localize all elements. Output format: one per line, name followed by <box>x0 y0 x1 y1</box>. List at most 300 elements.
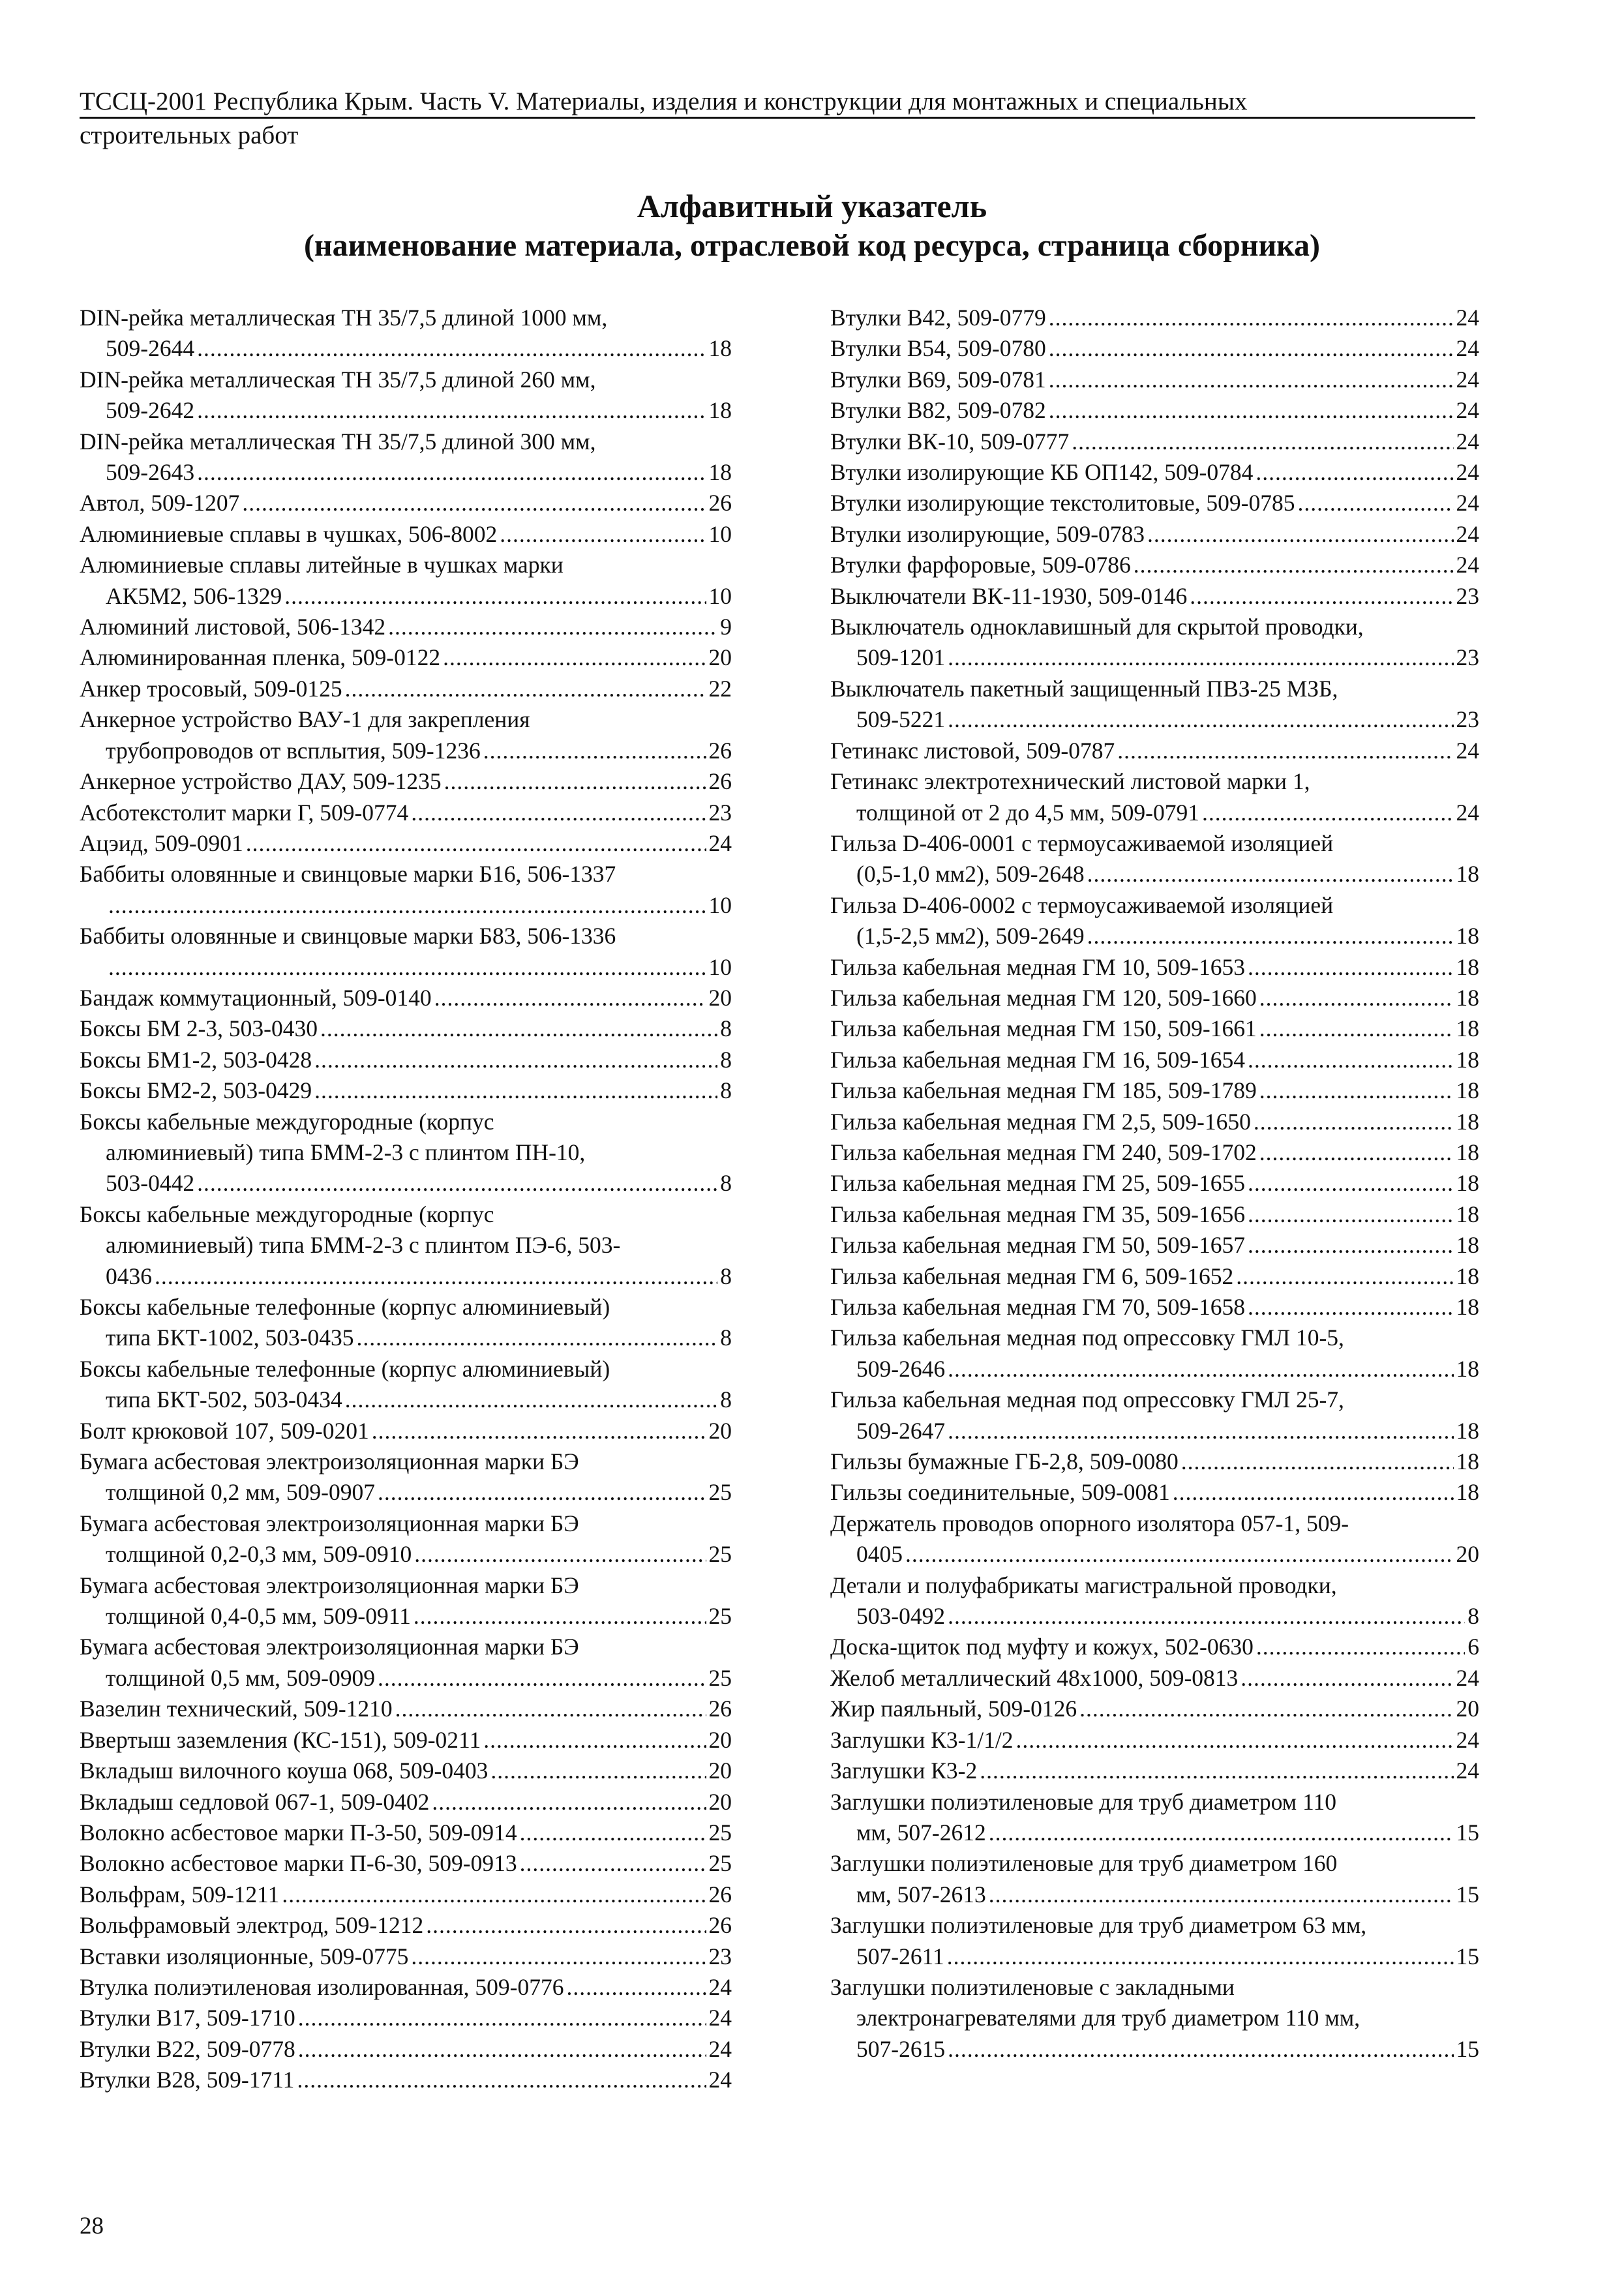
entry-text: Заглушки К3-1/1/2 <box>830 1726 1014 1753</box>
index-entry <box>80 798 732 828</box>
entry-text: 509-5221 <box>856 706 946 733</box>
dot-leader <box>1259 1137 1454 1168</box>
index-entry <box>830 1261 1479 1292</box>
entry-text: Волокно асбестовое марки П-3-50, 509-0914 <box>80 1819 517 1846</box>
entry-text: 0436 <box>106 1263 152 1289</box>
dot-leader <box>414 1601 706 1632</box>
entry-page-number: 18 <box>708 335 732 362</box>
index-entry <box>830 1848 1479 1910</box>
index-entry <box>80 1354 732 1416</box>
index-entry <box>830 1446 1479 1477</box>
index-entry <box>80 303 732 365</box>
dot-leader <box>566 1972 706 2003</box>
entry-text: (0,5-1,0 мм2), 509-2648 <box>856 861 1085 888</box>
dot-leader <box>1173 1477 1454 1508</box>
entry-text: Вкладыш вилочного коуша 068, 509-0403 <box>80 1758 489 1784</box>
dot-leader <box>1248 1292 1453 1323</box>
entry-text: Баббиты оловянные и свинцовые марки Б16, 506-1337 <box>80 861 616 888</box>
entry-page-number: 20 <box>708 1758 732 1784</box>
index-entry <box>80 1879 732 1910</box>
entry-text: Баббиты оловянные и свинцовые марки Б83, 506-1336 <box>80 923 616 950</box>
entry-page-number: 18 <box>1456 1201 1479 1227</box>
dot-leader <box>1087 921 1454 951</box>
dot-leader <box>242 488 706 518</box>
index-entry <box>830 1663 1479 1694</box>
entry-text: Боксы БМ2-2, 503-0429 <box>80 1077 312 1104</box>
index-entry <box>80 983 732 1013</box>
entry-page-number: 24 <box>1456 1726 1479 1753</box>
entry-page-number: 15 <box>1456 2035 1479 2062</box>
dot-leader <box>947 1941 1454 1972</box>
dot-leader <box>1181 1446 1454 1477</box>
entry-page-number: 20 <box>1456 1696 1479 1722</box>
entry-page-number: 18 <box>1456 1077 1479 1104</box>
entry-page-number: 23 <box>1456 582 1479 609</box>
entry-page-number: 18 <box>1456 1015 1479 1042</box>
entry-page-number: 24 <box>708 830 732 856</box>
entry-page-number: 18 <box>1456 861 1479 888</box>
entry-text: 503-0492 <box>856 1603 946 1630</box>
entry-text: Вазелин технический, 509-1210 <box>80 1696 393 1722</box>
entry-page-number: 24 <box>1456 459 1479 486</box>
entry-page-number: 24 <box>1456 428 1479 455</box>
entry-text: Заглушки полиэтиленовые с закладными <box>830 1973 1235 2000</box>
dot-leader <box>1049 303 1454 333</box>
index-entry <box>830 828 1479 890</box>
entry-text: 509-2647 <box>856 1417 946 1444</box>
entry-text: Анкерное устройство ВАУ-1 для закрепления <box>80 706 530 733</box>
entry-text: DIN-рейка металлическая ТН 35/7,5 длиной 300 мм, <box>80 428 596 455</box>
index-entry <box>80 1199 732 1292</box>
entry-page-number: 9 <box>720 614 732 640</box>
index-entry <box>830 303 1479 333</box>
index-entry <box>80 1694 732 1724</box>
index-entry <box>80 1508 732 1570</box>
entry-page-number: 8 <box>720 1170 732 1197</box>
index-entry <box>830 1199 1479 1230</box>
entry-text: АК5М2, 506-1329 <box>106 582 282 609</box>
dot-leader <box>948 1416 1453 1446</box>
index-entry <box>80 2034 732 2065</box>
entry-page-number: 10 <box>708 891 732 918</box>
index-entry <box>830 581 1479 612</box>
entry-page-number: 6 <box>1467 1634 1479 1660</box>
entry-text: (1,5-2,5 мм2), 509-2649 <box>856 923 1085 950</box>
entry-text: Бумага асбестовая электроизоляционная марки БЭ <box>80 1448 579 1475</box>
entry-text: 509-2643 <box>106 459 195 486</box>
index-entry <box>830 1168 1479 1199</box>
index-entry <box>830 736 1479 766</box>
entry-page-number: 24 <box>708 1973 732 2000</box>
index-entry <box>830 395 1479 426</box>
index-entry <box>830 1508 1479 1570</box>
index-entry <box>80 1292 732 1354</box>
index-entry <box>830 983 1479 1013</box>
dot-leader <box>1117 736 1453 766</box>
index-entry <box>830 952 1479 983</box>
entry-text: Заглушки полиэтиленовые для труб диаметром 160 <box>830 1850 1338 1877</box>
index-entry <box>830 890 1479 952</box>
index-entry <box>80 1910 732 1941</box>
dot-leader <box>1049 395 1454 426</box>
entry-page-number: 24 <box>1456 799 1479 826</box>
entry-page-number: 20 <box>708 1788 732 1815</box>
index-entry <box>830 1632 1479 1662</box>
entry-page-number: 23 <box>708 799 732 826</box>
entry-page-number: 24 <box>1456 1664 1479 1691</box>
index-entry <box>80 1725 732 1756</box>
index-entry <box>80 674 732 704</box>
entry-text: Втулки изолирующие текстолитовые, 509-0785 <box>830 490 1295 516</box>
entry-page-number: 18 <box>1456 984 1479 1011</box>
entry-text: мм, 507-2612 <box>856 1819 986 1846</box>
entry-page-number: 24 <box>1456 305 1479 331</box>
entry-text: Втулки В54, 509-0780 <box>830 335 1046 362</box>
index-entry <box>80 1446 732 1508</box>
index-entry <box>80 519 732 550</box>
entry-page-number: 20 <box>708 644 732 671</box>
entry-text: Алюминиевые сплавы литейные в чушках марки <box>80 552 564 578</box>
dot-leader <box>298 2003 706 2033</box>
entry-text: Втулки фарфоровые, 509-0786 <box>830 552 1131 578</box>
dot-leader <box>948 704 1453 735</box>
dot-leader <box>1254 1107 1454 1137</box>
dot-leader <box>444 766 706 797</box>
dot-leader <box>345 1384 717 1415</box>
entry-text: Алюминированная пленка, 509-0122 <box>80 644 441 671</box>
entry-page-number: 24 <box>1456 737 1479 764</box>
dot-leader <box>989 1879 1454 1910</box>
entry-page-number: 24 <box>1456 490 1479 516</box>
dot-leader <box>1248 952 1453 983</box>
entry-page-number: 15 <box>1456 1943 1479 1969</box>
dot-leader <box>1259 983 1454 1013</box>
index-entry <box>80 1570 732 1632</box>
dot-leader <box>520 1818 706 1848</box>
index-entry <box>80 365 732 426</box>
entry-page-number: 18 <box>1456 1417 1479 1444</box>
entry-page-number: 24 <box>1456 366 1479 393</box>
entry-page-number: 8 <box>720 1046 732 1073</box>
index-entry <box>830 1137 1479 1168</box>
index-entry <box>830 1292 1479 1323</box>
index-entry <box>80 2065 732 2095</box>
index-entry <box>80 1818 732 1848</box>
entry-text: Гильза кабельная медная ГМ 25, 509-1655 <box>830 1170 1246 1197</box>
index-entry <box>830 426 1479 457</box>
entry-page-number: 25 <box>708 1541 732 1568</box>
entry-text: Жир паяльный, 509-0126 <box>830 1696 1077 1722</box>
dot-leader <box>246 828 706 859</box>
entry-text: Заглушки К3-2 <box>830 1758 978 1784</box>
index-entry <box>80 1045 732 1075</box>
entry-page-number: 24 <box>1456 335 1479 362</box>
index-entry <box>80 2003 732 2033</box>
dot-leader <box>411 1941 706 1972</box>
entry-page-number: 26 <box>708 1881 732 1908</box>
entry-text: Боксы БМ1-2, 503-0428 <box>80 1046 312 1073</box>
entry-page-number: 26 <box>708 1696 732 1722</box>
index-entry <box>80 704 732 766</box>
entry-page-number: 18 <box>1456 1046 1479 1073</box>
index-column-right <box>830 303 1479 2065</box>
dot-leader <box>520 1848 706 1879</box>
dot-leader <box>1049 365 1454 395</box>
entry-text: Держатель проводов опорного изолятора 057-1, 509- <box>830 1510 1349 1536</box>
entry-text: толщиной 0,4-0,5 мм, 509-0911 <box>106 1603 411 1630</box>
entry-text: Втулки В82, 509-0782 <box>830 397 1046 424</box>
entry-text: алюминиевый) типа БММ-2-3 с плинтом ПЭ-6, 503- <box>106 1232 621 1259</box>
index-entry <box>830 457 1479 488</box>
entry-page-number: 8 <box>720 1263 732 1289</box>
entry-page-number: 8 <box>720 1077 732 1104</box>
index-entry <box>80 766 732 797</box>
entry-text: Детали и полуфабрикаты магистральной проводки, <box>830 1572 1337 1598</box>
entry-page-number: 24 <box>708 2005 732 2031</box>
entry-text: Гильзы соединительные, 509-0081 <box>830 1479 1170 1506</box>
entry-text: Гильза кабельная медная ГМ 120, 509-1660 <box>830 984 1257 1011</box>
entry-text: Втулки В28, 509-1711 <box>80 2067 295 2093</box>
entry-text: Заглушки полиэтиленовые для труб диаметром 63 мм, <box>830 1912 1367 1939</box>
entry-text: Втулки В22, 509-0778 <box>80 2035 295 2062</box>
entry-text: Боксы кабельные телефонные (корпус алюминиевый) <box>80 1355 610 1382</box>
entry-text: Гильза D-406-0002 с термоусаживаемой изоляцией <box>830 891 1334 918</box>
dot-leader <box>388 612 717 642</box>
dot-leader <box>1298 488 1454 518</box>
entry-text: Вольфрамовый электрод, 509-1212 <box>80 1912 424 1939</box>
entry-text: Выключатель одноклавишный для скрытой проводки, <box>830 614 1364 640</box>
dot-leader <box>483 736 706 766</box>
index-entry <box>830 1107 1479 1137</box>
dot-leader <box>197 457 706 488</box>
entry-text: Асботекстолит марки Г, 509-0774 <box>80 799 409 826</box>
entry-page-number: 18 <box>1456 1479 1479 1506</box>
dot-leader <box>948 1601 1465 1632</box>
dot-leader <box>314 1075 717 1106</box>
dot-leader <box>948 1354 1453 1384</box>
index-entry <box>830 766 1479 828</box>
entry-text: 507-2615 <box>856 2035 946 2062</box>
index-entry <box>80 828 732 859</box>
dot-leader <box>1087 859 1454 890</box>
page-subtitle: (наименование материала, отраслевой код ресурса, страница сборника) <box>303 228 1321 263</box>
entry-text: Ацэид, 509-0901 <box>80 830 243 856</box>
entry-text: толщиной 0,5 мм, 509-0909 <box>106 1664 375 1691</box>
entry-page-number: 25 <box>708 1819 732 1846</box>
index-entry <box>80 1416 732 1446</box>
entry-page-number: 26 <box>708 768 732 795</box>
entry-page-number: 24 <box>1456 1758 1479 1784</box>
entry-page-number: 25 <box>708 1479 732 1506</box>
entry-text: Бумага асбестовая электроизоляционная марки БЭ <box>80 1510 579 1536</box>
dot-leader <box>1190 581 1453 612</box>
header-line-1: ТССЦ-2001 Республика Крым. Часть V. Материалы, изделия и конструкции для монтажных и специальных <box>80 87 1248 115</box>
entry-text: Гильза кабельная медная ГМ 50, 509-1657 <box>830 1232 1246 1259</box>
dot-leader <box>443 642 706 673</box>
dot-leader <box>989 1818 1454 1848</box>
index-entry <box>80 1848 732 1879</box>
entry-text: типа БКТ-1002, 503-0435 <box>106 1324 354 1351</box>
entry-page-number: 18 <box>1456 1232 1479 1259</box>
index-entry <box>830 519 1479 550</box>
entry-page-number: 18 <box>1456 1263 1479 1289</box>
entry-page-number: 22 <box>708 675 732 702</box>
index-entry <box>80 1787 732 1818</box>
entry-page-number: 10 <box>708 520 732 547</box>
entry-text: Гильза кабельная медная ГМ 70, 509-1658 <box>830 1294 1246 1320</box>
dot-leader <box>483 1725 706 1756</box>
index-entry <box>80 859 732 921</box>
entry-text: Гильза кабельная медная ГМ 240, 509-1702 <box>830 1139 1257 1165</box>
entry-text: 509-2644 <box>106 335 195 362</box>
entry-text: DIN-рейка металлическая ТН 35/7,5 длиной 260 мм, <box>80 366 596 393</box>
entry-page-number: 8 <box>720 1386 732 1413</box>
index-entry <box>830 1075 1479 1106</box>
index-column-left <box>80 303 732 2096</box>
entry-text: 503-0442 <box>106 1170 195 1197</box>
entry-text: Анкерное устройство ДАУ, 509-1235 <box>80 768 442 795</box>
entry-page-number: 24 <box>1456 397 1479 424</box>
entry-text: Вкладыш седловой 067-1, 509-0402 <box>80 1788 430 1815</box>
dot-leader <box>155 1261 717 1292</box>
entry-text: Гильза D-406-0001 с термоусаживаемой изоляцией <box>830 830 1334 856</box>
dot-leader <box>297 2065 706 2095</box>
dot-leader <box>434 983 706 1013</box>
index-entry <box>80 426 732 488</box>
entry-text: DIN-рейка металлическая ТН 35/7,5 длиной 1000 мм, <box>80 305 608 331</box>
entry-page-number: 18 <box>1456 1139 1479 1165</box>
index-entry <box>830 1756 1479 1786</box>
dot-leader <box>1241 1663 1453 1694</box>
entry-text: типа БКТ-502, 503-0434 <box>106 1386 342 1413</box>
entry-text: Гильза кабельная медная ГМ 6, 509-1652 <box>830 1263 1234 1289</box>
entry-text: Гетинакс листовой, 509-0787 <box>830 737 1115 764</box>
dot-leader <box>298 2034 706 2065</box>
index-entry <box>80 1107 732 1199</box>
entry-text: 509-1201 <box>856 644 946 671</box>
entry-text: Втулки В69, 509-0781 <box>830 366 1046 393</box>
entry-text: Бумага асбестовая электроизоляционная марки БЭ <box>80 1572 579 1598</box>
index-entry <box>830 1013 1479 1044</box>
entry-page-number: 18 <box>1456 1448 1479 1475</box>
entry-page-number: 8 <box>720 1324 732 1351</box>
entry-page-number: 24 <box>1456 520 1479 547</box>
dot-leader <box>284 581 706 612</box>
dot-leader <box>378 1663 706 1694</box>
dot-leader <box>1259 1013 1454 1044</box>
entry-page-number: 26 <box>708 490 732 516</box>
entry-page-number: 18 <box>1456 1108 1479 1135</box>
index-entry <box>830 1477 1479 1508</box>
entry-page-number: 26 <box>708 737 732 764</box>
entry-text: Желоб металлический 48х1000, 509-0813 <box>830 1664 1239 1691</box>
index-entry <box>80 921 732 983</box>
index-entry <box>80 1972 732 2003</box>
entry-page-number: 8 <box>720 1015 732 1042</box>
entry-page-number: 20 <box>708 1417 732 1444</box>
entry-text: толщиной 0,2 мм, 509-0907 <box>106 1479 375 1506</box>
entry-text: Доска-щиток под муфту и кожух, 502-0630 <box>830 1634 1254 1660</box>
entry-page-number: 25 <box>708 1850 732 1877</box>
entry-page-number: 15 <box>1456 1881 1479 1908</box>
entry-text: Втулки изолирующие КБ ОП142, 509-0784 <box>830 459 1254 486</box>
index-entry <box>80 1756 732 1786</box>
dot-leader <box>108 952 706 983</box>
entry-page-number: 18 <box>1456 1355 1479 1382</box>
entry-page-number: 25 <box>708 1664 732 1691</box>
entry-page-number: 24 <box>1456 552 1479 578</box>
index-entry <box>830 1694 1479 1724</box>
entry-page-number: 18 <box>1456 1170 1479 1197</box>
dot-leader <box>414 1539 706 1570</box>
dot-leader <box>1256 1632 1465 1662</box>
dot-leader <box>1248 1230 1453 1261</box>
dot-leader <box>1256 457 1453 488</box>
index-entry <box>80 488 732 518</box>
dot-leader <box>345 674 706 704</box>
entry-text: Алюминий листовой, 506-1342 <box>80 614 386 640</box>
entry-text: 0405 <box>856 1541 903 1568</box>
dot-leader <box>357 1323 718 1353</box>
entry-text: Гильза кабельная медная ГМ 2,5, 509-1650 <box>830 1108 1251 1135</box>
entry-page-number: 18 <box>1456 953 1479 980</box>
dot-leader <box>905 1539 1454 1570</box>
index-entry <box>830 1045 1479 1075</box>
page-number: 28 <box>80 2213 104 2239</box>
entry-page-number: 20 <box>708 984 732 1011</box>
page-title: Алфавитный указатель <box>637 188 987 224</box>
entry-text: Вставки изоляционные, 509-0775 <box>80 1943 409 1969</box>
dot-leader <box>1248 1199 1453 1230</box>
index-entry <box>830 1323 1479 1384</box>
dot-leader <box>197 1168 717 1199</box>
dot-leader <box>980 1756 1453 1786</box>
index-entry <box>80 642 732 673</box>
index-entry <box>830 333 1479 364</box>
dot-leader <box>426 1910 706 1941</box>
entry-text: трубопроводов от всплытия, 509-1236 <box>106 737 481 764</box>
dot-leader <box>1259 1075 1454 1106</box>
dot-leader <box>411 798 706 828</box>
dot-leader <box>1049 333 1454 364</box>
entry-page-number: 23 <box>1456 644 1479 671</box>
index-entry <box>830 1787 1479 1849</box>
dot-leader <box>197 395 706 426</box>
dot-leader <box>372 1416 706 1446</box>
entry-page-number: 10 <box>708 582 732 609</box>
dot-leader <box>1236 1261 1453 1292</box>
entry-text: толщиной от 2 до 4,5 мм, 509-0791 <box>856 799 1199 826</box>
entry-text: Волокно асбестовое марки П-6-30, 509-0913 <box>80 1850 517 1877</box>
index-entry <box>830 674 1479 736</box>
entry-text: Выключатель пакетный защищенный ПВЗ-25 МЗБ, <box>830 675 1338 702</box>
entry-text: Гильза кабельная медная ГМ 10, 509-1653 <box>830 953 1246 980</box>
entry-page-number: 23 <box>1456 706 1479 733</box>
entry-page-number: 25 <box>708 1603 732 1630</box>
entry-text: Боксы БМ 2-3, 503-0430 <box>80 1015 318 1042</box>
entry-page-number: 18 <box>708 397 732 424</box>
entry-page-number: 18 <box>708 459 732 486</box>
dot-leader <box>282 1879 706 1910</box>
index-entry <box>830 488 1479 518</box>
entry-text: Автол, 509-1207 <box>80 490 240 516</box>
entry-text: Втулка полиэтиленовая изолированная, 509-0776 <box>80 1973 564 2000</box>
index-entry <box>80 1013 732 1044</box>
index-entry <box>80 550 732 612</box>
entry-page-number: 15 <box>1456 1819 1479 1846</box>
entry-page-number: 20 <box>708 1726 732 1753</box>
dot-leader <box>948 642 1453 673</box>
